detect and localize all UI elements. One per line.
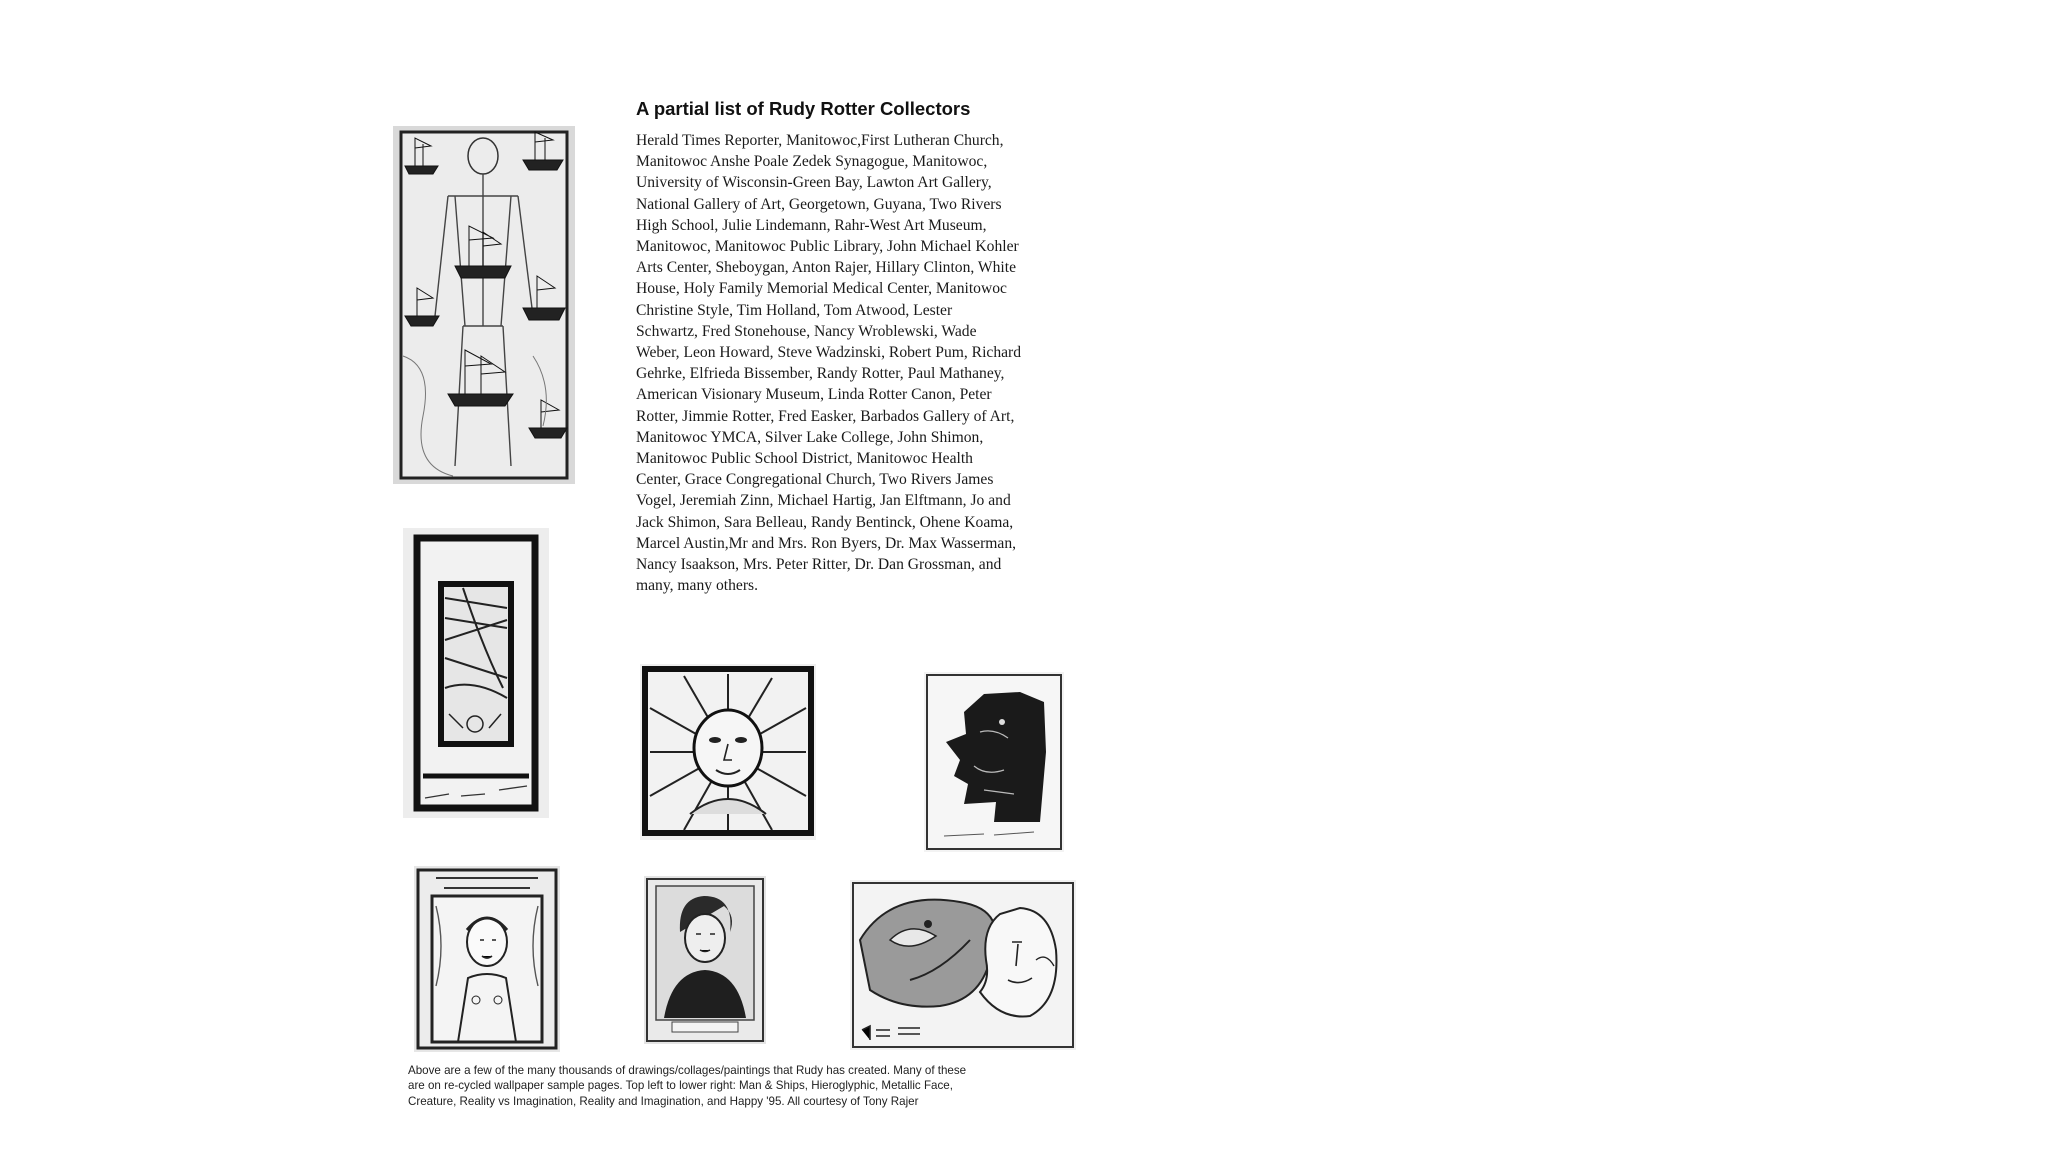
metallic-face-drawing <box>640 664 816 840</box>
reality-and-imagination-drawing <box>644 876 766 1044</box>
collectors-line: University of Wisconsin-Green Bay, Lawton Art Gallery, <box>636 174 992 192</box>
collectors-line: Rotter, Jimmie Rotter, Fred Easker, Barbados Gallery of Art, <box>636 407 1015 425</box>
collectors-line: Jack Shimon, Sara Belleau, Randy Bentinck, Ohene Koama, <box>636 513 1014 531</box>
happy-95-drawing <box>850 880 1076 1050</box>
artwork-reality-vs-imagination <box>414 866 560 1052</box>
collectors-list <box>636 130 1076 596</box>
collectors-line: Herald Times Reporter, Manitowoc,First Lutheran Church, <box>636 132 1004 149</box>
collectors-line: Nancy Isaakson, Mrs. Peter Ritter, Dr. Dan Grossman, and <box>636 556 1002 574</box>
caption-line: Above are a few of the many thousands of drawings/collages/paintings that Rudy has created. Many of these <box>408 1064 967 1077</box>
reality-vs-imagination-drawing <box>414 866 560 1052</box>
artwork-metallic-face <box>640 664 816 840</box>
collectors-line: Center, Grace Congregational Church, Two Rivers James <box>636 471 994 489</box>
artwork-happy-95 <box>850 880 1076 1050</box>
artwork-caption <box>408 1063 1088 1109</box>
collectors-line: Vogel, Jeremiah Zinn, Michael Hartig, Jan Elftmann, Jo and <box>636 492 1011 510</box>
collectors-heading: A partial list of Rudy Rotter Collectors <box>636 98 971 119</box>
collectors-line: Gehrke, Elfrieda Bissember, Randy Rotter, Paul Mathaney, <box>636 365 1005 383</box>
collectors-line: National Gallery of Art, Georgetown, Guyana, Two Rivers <box>636 195 1002 213</box>
collectors-line: Arts Center, Sheboygan, Anton Rajer, Hillary Clinton, White <box>636 259 1017 277</box>
collectors-line: Manitowoc Anshe Poale Zedek Synagogue, Manitowoc, <box>636 153 988 171</box>
collectors-line: House, Holy Family Memorial Medical Center, Manitowoc <box>636 280 1007 298</box>
artwork-reality-and-imagination <box>644 876 766 1044</box>
caption-line: are on re-cycled wallpaper sample pages. Top left to lower right: Man & Ships, Hieroglyphic, Metallic Face, <box>408 1079 953 1093</box>
collectors-line: Weber, Leon Howard, Steve Wadzinski, Robert Pum, Richard <box>636 344 1022 362</box>
artwork-hieroglyphic <box>403 528 549 818</box>
collectors-line: Schwartz, Fred Stonehouse, Nancy Wroblewski, Wade <box>636 322 977 340</box>
creature-drawing <box>924 672 1064 852</box>
artwork-creature <box>924 672 1064 852</box>
collectors-line: High School, Julie Lindemann, Rahr-West Art Museum, <box>636 216 987 234</box>
artwork-man-and-ships <box>393 126 575 484</box>
caption-line: Creature, Reality vs Imagination, Reality and Imagination, and Happy '95. All courtesy of Tony Rajer <box>408 1094 919 1108</box>
collectors-line: American Visionary Museum, Linda Rotter Canon, Peter <box>636 386 992 404</box>
collectors-line: Manitowoc YMCA, Silver Lake College, John Shimon, <box>636 428 984 446</box>
hieroglyphic-drawing <box>403 528 549 818</box>
man-and-ships-drawing <box>393 126 575 484</box>
collectors-line: many, many others. <box>636 577 758 595</box>
collectors-line: Christine Style, Tim Holland, Tom Atwood, Lester <box>636 301 953 319</box>
collectors-line: Marcel Austin,Mr and Mrs. Ron Byers, Dr. Max Wasserman, <box>636 534 1017 552</box>
collectors-line: Manitowoc Public School District, Manitowoc Health <box>636 450 973 468</box>
collectors-line: Manitowoc, Manitowoc Public Library, John Michael Kohler <box>636 238 1019 256</box>
